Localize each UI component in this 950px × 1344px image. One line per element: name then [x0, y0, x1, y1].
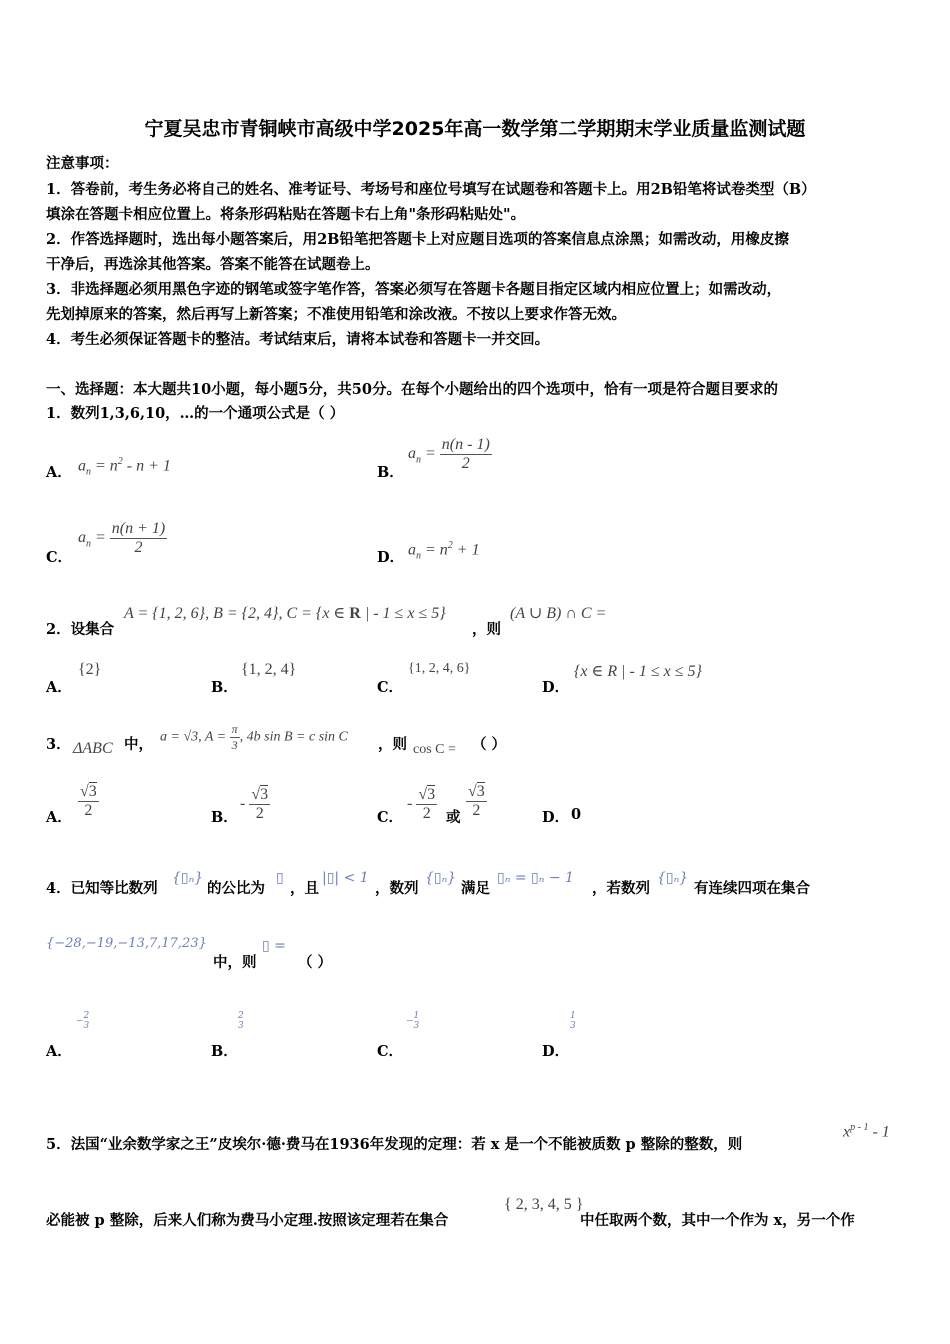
- q3-condition: a = √3, A = $\frac{\pi}{3}$ , 4b sin B = c sin C: [160, 722, 348, 752]
- notice-line: 填涂在答题卡相应位置上。将条形码粘贴在答题卡右上角"条形码粘贴处"。: [46, 206, 526, 223]
- notice-line: 干净后，再选涂其他答案。答案不能答在试题卷上。: [46, 256, 380, 273]
- section-heading: 一、选择题：本大题共10小题，每小题5分，共50分。在每个小题给出的四个选项中，恰有一项是符合题目要求的: [46, 381, 778, 398]
- option-label: D．: [542, 809, 570, 826]
- question-3-zhong: 中，: [124, 736, 153, 753]
- question-5-line1: 5．法国“业余数学家之王”皮埃尔·德·费马在1936年发现的定理：若 x 是一个不能被质数 p 整除的整数，则: [46, 1136, 743, 1153]
- option-label: A．: [46, 464, 72, 481]
- question-5-line2b: 中任取两个数，其中一个作为 x，另一个作: [580, 1212, 855, 1229]
- q2-option-d: {x ∈ R | - 1 ≤ x ≤ 5}: [574, 663, 702, 680]
- option-label: D．: [542, 679, 570, 696]
- q2-option-b: {1, 2, 4}: [241, 661, 297, 678]
- option-label: C．: [377, 809, 404, 826]
- question-3-then: ，则: [378, 736, 407, 753]
- q4-set: {−28,−19,−13,7,17,23}: [46, 936, 207, 951]
- q1-option-a-formula: $a_n = n^2 - n + 1$: [78, 456, 171, 478]
- question-4-t8: 中，则: [213, 954, 257, 971]
- seq-bn-image: {▯ₙ}: [425, 870, 457, 886]
- q2-option-c: {1, 2, 4, 6}: [408, 661, 471, 676]
- option-label: C．: [377, 1043, 404, 1060]
- question-4-t4: ，数列: [375, 880, 419, 897]
- question-3-paren: （ ）: [472, 736, 507, 753]
- option-label: C．: [46, 549, 73, 566]
- q3-option-c2: $\frac{√3}{2}$: [468, 783, 485, 819]
- q3-option-d: 0: [571, 806, 582, 823]
- option-label: A．: [46, 679, 72, 696]
- question-5-line2a: 必能被 p 整除，后来人们称为费马小定理.按照该定理若在集合: [46, 1212, 449, 1229]
- question-1-stem: 1．数列1,3,6,10，…的一个通项公式是（ ）: [46, 405, 345, 422]
- q2-option-a: {2}: [78, 661, 102, 678]
- option-label: B．: [377, 464, 404, 481]
- question-4-t7: 有连续四项在集合: [694, 880, 810, 897]
- abs-q-image: |▯| < 1: [322, 870, 369, 886]
- q4-option-d: 1 3: [570, 1011, 576, 1031]
- q5-expression: $x^{p - 1} - 1$: [843, 1122, 890, 1141]
- relation-image: ▯ₙ = ▯ₙ − 1: [497, 870, 574, 886]
- option-label: B．: [211, 679, 238, 696]
- notice-line: 先划掉原来的答案，然后再写上新答案；不准使用铅笔和涂改液。不按以上要求作答无效。: [46, 306, 626, 323]
- q1-option-c-formula: $a_n$ = $\frac{n(n + 1)}{2}$: [78, 520, 166, 556]
- q1-option-d-formula: $a_n = n^2 + 1$: [408, 540, 480, 562]
- option-label: D．: [542, 1043, 570, 1060]
- ratio-q-image: ▯: [276, 870, 284, 886]
- question-3-num: 3．: [46, 736, 71, 753]
- question-4-t2: 的公比为: [207, 880, 265, 897]
- notice-line: 1．答卷前，考生务必将自己的姓名、准考证号、考场号和座位号填写在试题卷和答题卡上。用2B铅笔将试卷类型（B）: [46, 181, 816, 198]
- q3-option-b: - $\frac{√3}{2}$: [240, 786, 269, 822]
- notice-line: 4．考生必须保证答题卡的整洁。考试结束后，请将本试卷和答题卡一并交回。: [46, 331, 550, 348]
- q3-target: cos C =: [413, 742, 456, 757]
- notice-heading: 注意事项：: [46, 155, 119, 172]
- seq-bn-image: {▯ₙ}: [657, 870, 689, 886]
- option-label: D．: [377, 549, 405, 566]
- notice-line: 3．非选择题必须用黑色字迹的钢笔或签字笔作答，答案必须写在答题卡各题目指定区域内相应位置上；如需改动，: [46, 281, 782, 298]
- option-label: A．: [46, 1043, 72, 1060]
- question-2-prefix: 2．设集合: [46, 621, 115, 638]
- option-label: A．: [46, 809, 72, 826]
- q-equals-image: ▯ =: [262, 938, 286, 954]
- q5-set: { 2, 3, 4, 5 }: [504, 1196, 584, 1213]
- option-label: B．: [211, 809, 238, 826]
- q4-option-c: −1 3: [406, 1011, 420, 1031]
- question-4-t3: ，且: [290, 880, 319, 897]
- notice-line: 2．作答选择题时，选出每小题答案后，用2B铅笔把答题卡上对应题目选项的答案信息点涂黑；如需改动，用橡皮擦: [46, 231, 789, 248]
- q2-expression: (A ∪ B) ∩ C =: [510, 605, 607, 622]
- question-4-t1: 4．已知等比数列: [46, 880, 158, 897]
- q3-option-c: - $\frac{√3}{2}$: [407, 786, 436, 822]
- question-4-t6: ，若数列: [592, 880, 650, 897]
- question-2-then: ，则: [472, 621, 501, 638]
- q3-option-a: $\frac{√3}{2}$: [80, 783, 97, 819]
- question-4-paren: （ ）: [298, 954, 333, 971]
- q3-triangle: ΔABC: [73, 740, 113, 757]
- q5-set-values: 2, 3, 4, 5: [515, 1196, 572, 1213]
- option-label: C．: [377, 679, 404, 696]
- q2-sets-formula: A = {1, 2, 6}, B = {2, 4}, C = {x ∈ R | - 1 ≤ x ≤ 5}: [124, 605, 446, 622]
- q4-option-b: 2 3: [238, 1011, 244, 1031]
- page-title: 宁夏吴忠市青铜峡市高级中学2025年高一数学第二学期期末学业质量监测试题: [144, 118, 806, 140]
- q3-or: 或: [446, 809, 461, 826]
- seq-an-image: {▯ₙ}: [172, 870, 204, 886]
- q1-option-b-formula: $a_n$ = $\frac{n(n - 1)}{2}$: [408, 436, 490, 472]
- option-label: B．: [211, 1043, 238, 1060]
- q4-option-a: −2 3: [76, 1011, 90, 1031]
- question-4-t5: 满足: [461, 880, 490, 897]
